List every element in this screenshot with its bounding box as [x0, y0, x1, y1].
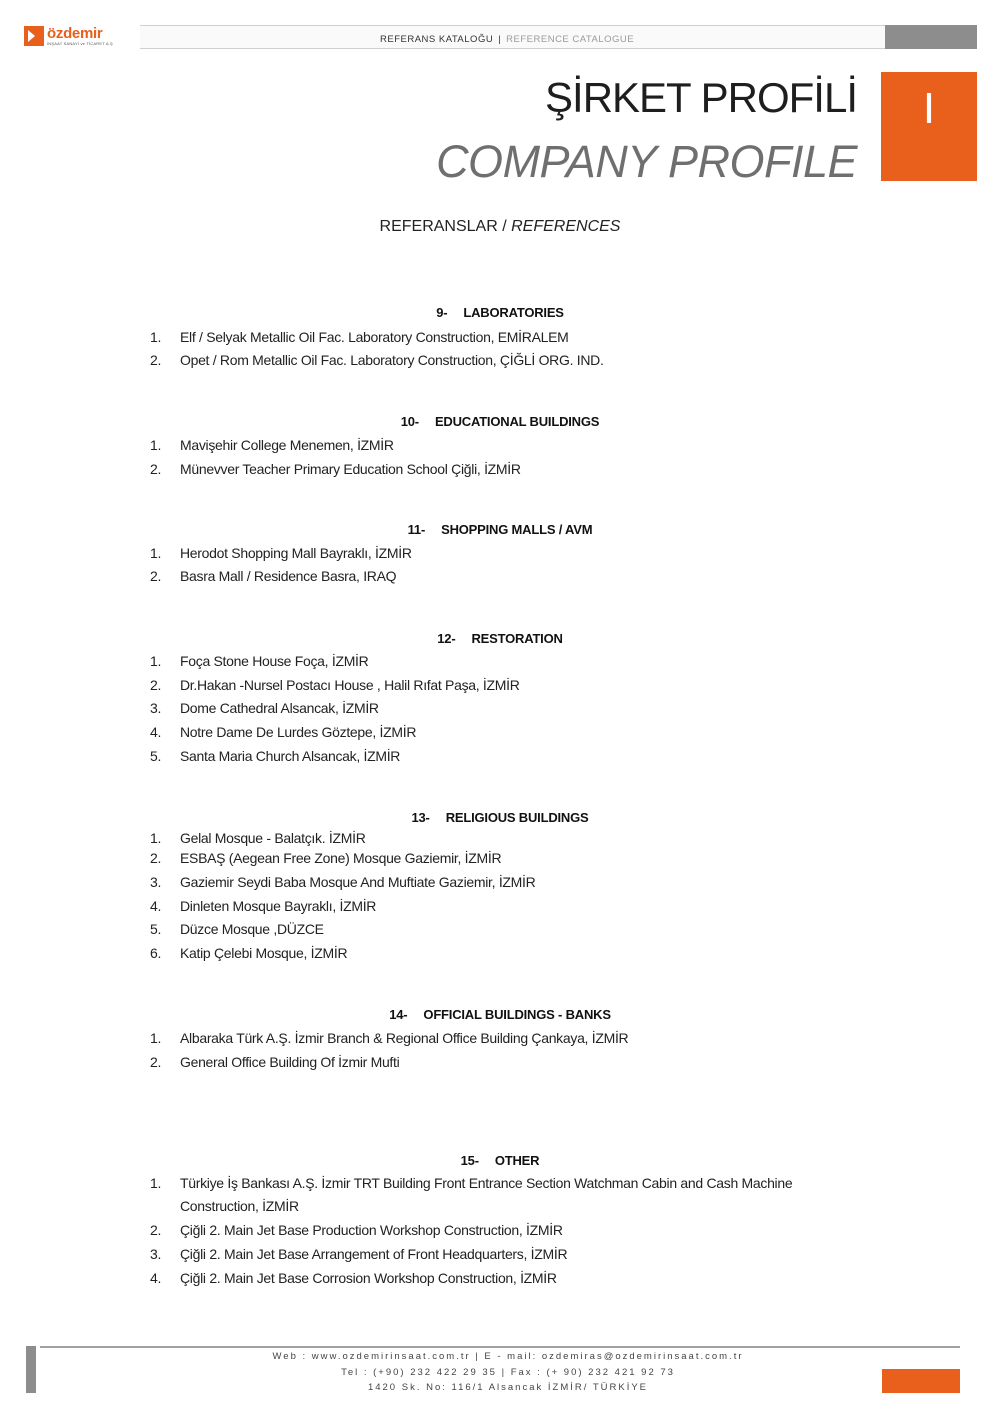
- list-item: [150, 745, 850, 768]
- item-number: 4.: [150, 898, 162, 914]
- category-heading: [0, 810, 1000, 825]
- list-item: [150, 434, 850, 457]
- references-heading: [0, 218, 1000, 236]
- catalogue-label: [380, 34, 634, 45]
- references-en: REFERENCES: [511, 218, 621, 235]
- category-number: 11-: [407, 522, 426, 537]
- item-text: Santa Maria Church Alsancak, İZMİR: [180, 748, 401, 764]
- category-title: RESTORATION: [471, 631, 563, 646]
- item-number: 2.: [150, 677, 162, 693]
- list-item: [150, 918, 850, 941]
- list-item: [150, 1051, 850, 1074]
- section-number: I: [922, 84, 936, 133]
- list-item: [150, 871, 850, 894]
- item-number: 6.: [150, 945, 162, 961]
- catalogue-en: REFERENCE CATALOGUE: [506, 34, 635, 45]
- category-number: 9-: [436, 305, 448, 320]
- item-text: Çiğli 2. Main Jet Base Production Workshop Construction, İZMİR: [180, 1222, 563, 1238]
- item-text: Foça Stone House Foça, İZMİR: [180, 653, 369, 669]
- logo-subtitle: İNŞAAT SANAYİ ve TİCARET A.Ş: [47, 41, 113, 46]
- footer-address: 1420 Sk. No: 116/1 Alsancak İZMİR/ TÜRKİYE: [367, 1382, 649, 1393]
- item-text: Herodot Shopping Mall Bayraklı, İZMİR: [180, 545, 412, 561]
- item-number: 1.: [150, 830, 162, 846]
- item-number: 4.: [150, 724, 162, 740]
- category-title: OFFICIAL BUILDINGS - BANKS: [423, 1007, 611, 1022]
- item-text: Mavişehir College Menemen, İZMİR: [180, 437, 394, 453]
- item-number: 3.: [150, 874, 162, 890]
- category-title: RELIGIOUS BUILDINGS: [445, 810, 589, 825]
- company-logo: [24, 25, 113, 47]
- logo-name: özdemir: [47, 25, 103, 42]
- category-heading: [0, 631, 1000, 646]
- category-title: SHOPPING MALLS / AVM: [441, 522, 593, 537]
- item-text: Opet / Rom Metallic Oil Fac. Laboratory Construction, ÇİĞLİ ORG. IND.: [180, 352, 604, 368]
- item-text: Türkiye İş Bankası A.Ş. İzmir TRT Building Front Entrance Section Watchman Cabin and Cash Machine Construction, İZMİR: [180, 1175, 793, 1214]
- item-text: Albaraka Türk A.Ş. İzmir Branch & Regional Office Building Çankaya, İZMİR: [180, 1030, 629, 1046]
- list-item: [150, 1027, 850, 1050]
- item-number: 5.: [150, 921, 162, 937]
- item-text: Gaziemir Seydi Baba Mosque And Muftiate Gaziemir, İZMİR: [180, 874, 536, 890]
- category-number: 14-: [389, 1007, 408, 1022]
- item-number: 4.: [150, 1270, 162, 1286]
- item-text: Gelal Mosque - Balatçık. İZMİR: [180, 830, 366, 846]
- list-item: [150, 650, 850, 673]
- item-text: Çiğli 2. Main Jet Base Corrosion Workshop Construction, İZMİR: [180, 1270, 557, 1286]
- page-title-en: COMPANY PROFILE: [436, 136, 857, 187]
- footer-phone-fax: Tel : (+90) 232 422 29 35 | Fax : (+ 90) 232 421 92 73: [341, 1367, 675, 1378]
- list-item: [150, 458, 850, 481]
- catalogue-tr: REFERANS KATALOĞU: [380, 34, 494, 45]
- references-sep: /: [502, 218, 507, 235]
- item-text: Notre Dame De Lurdes Göztepe, İZMİR: [180, 724, 417, 740]
- item-text: Katip Çelebi Mosque, İZMİR: [180, 945, 348, 961]
- item-number: 1.: [150, 653, 162, 669]
- item-text: Dome Cathedral Alsancak, İZMİR: [180, 700, 379, 716]
- item-text: ESBAŞ (Aegean Free Zone) Mosque Gaziemir, İZMİR: [180, 850, 502, 866]
- list-item: [150, 1243, 850, 1266]
- list-item: [150, 895, 850, 918]
- category-number: 10-: [400, 414, 419, 429]
- category-title: OTHER: [494, 1153, 540, 1168]
- item-text: Çiğli 2. Main Jet Base Arrangement of Front Headquarters, İZMİR: [180, 1246, 568, 1262]
- footer-web-email: Web : www.ozdemirinsaat.com.tr | E - mail: ozdemiras@ozdemirinsaat.com.tr: [272, 1351, 744, 1362]
- header-gray-block: [885, 25, 977, 49]
- item-number: 2.: [150, 1054, 162, 1070]
- references-tr: REFERANSLAR: [379, 218, 498, 235]
- item-number: 1.: [150, 545, 162, 561]
- list-item: [150, 674, 850, 697]
- list-item: [150, 1219, 850, 1242]
- list-item: [150, 1172, 840, 1218]
- category-number: 12-: [437, 631, 456, 646]
- item-text: Düzce Mosque ,DÜZCE: [180, 921, 324, 937]
- section-marker: [881, 72, 977, 181]
- category-number: 15-: [460, 1153, 479, 1168]
- item-number: 2.: [150, 1222, 162, 1238]
- category-heading: [0, 1007, 1000, 1022]
- list-item: [150, 942, 850, 965]
- list-item: [150, 847, 850, 870]
- category-title: EDUCATIONAL BUILDINGS: [434, 414, 600, 429]
- item-number: 2.: [150, 568, 162, 584]
- item-number: 1.: [150, 1175, 162, 1191]
- page-title-tr: ŞİRKET PROFİLİ: [545, 74, 857, 121]
- item-number: 3.: [150, 1246, 162, 1262]
- item-text: Dinleten Mosque Bayraklı, İZMİR: [180, 898, 377, 914]
- item-number: 2.: [150, 352, 162, 368]
- item-number: 1.: [150, 329, 162, 345]
- item-text: Elf / Selyak Metallic Oil Fac. Laboratory Construction, EMİRALEM: [180, 329, 569, 345]
- item-number: 2.: [150, 461, 162, 477]
- category-number: 13-: [411, 810, 430, 825]
- item-text: Basra Mall / Residence Basra, IRAQ: [180, 568, 397, 584]
- item-number: 3.: [150, 700, 162, 716]
- list-item: [150, 1267, 850, 1290]
- category-heading: [0, 305, 1000, 320]
- logo-mark-icon: [24, 26, 44, 46]
- catalogue-separator: |: [498, 34, 502, 45]
- category-heading: [0, 1153, 1000, 1168]
- list-item: [150, 542, 850, 565]
- item-number: 1.: [150, 1030, 162, 1046]
- list-item: [150, 349, 850, 372]
- list-item: [150, 697, 850, 720]
- list-item: [150, 565, 850, 588]
- item-text: General Office Building Of İzmir Mufti: [180, 1054, 400, 1070]
- item-text: Münevver Teacher Primary Education School Çiğli, İZMİR: [180, 461, 521, 477]
- item-number: 1.: [150, 437, 162, 453]
- item-text: Dr.Hakan -Nursel Postacı House , Halil Rıfat Paşa, İZMİR: [180, 677, 520, 693]
- list-item: [150, 721, 850, 744]
- category-heading: [0, 522, 1000, 537]
- list-item: [150, 326, 850, 349]
- item-number: 2.: [150, 850, 162, 866]
- category-title: LABORATORIES: [463, 305, 564, 320]
- item-number: 5.: [150, 748, 162, 764]
- category-heading: [0, 414, 1000, 429]
